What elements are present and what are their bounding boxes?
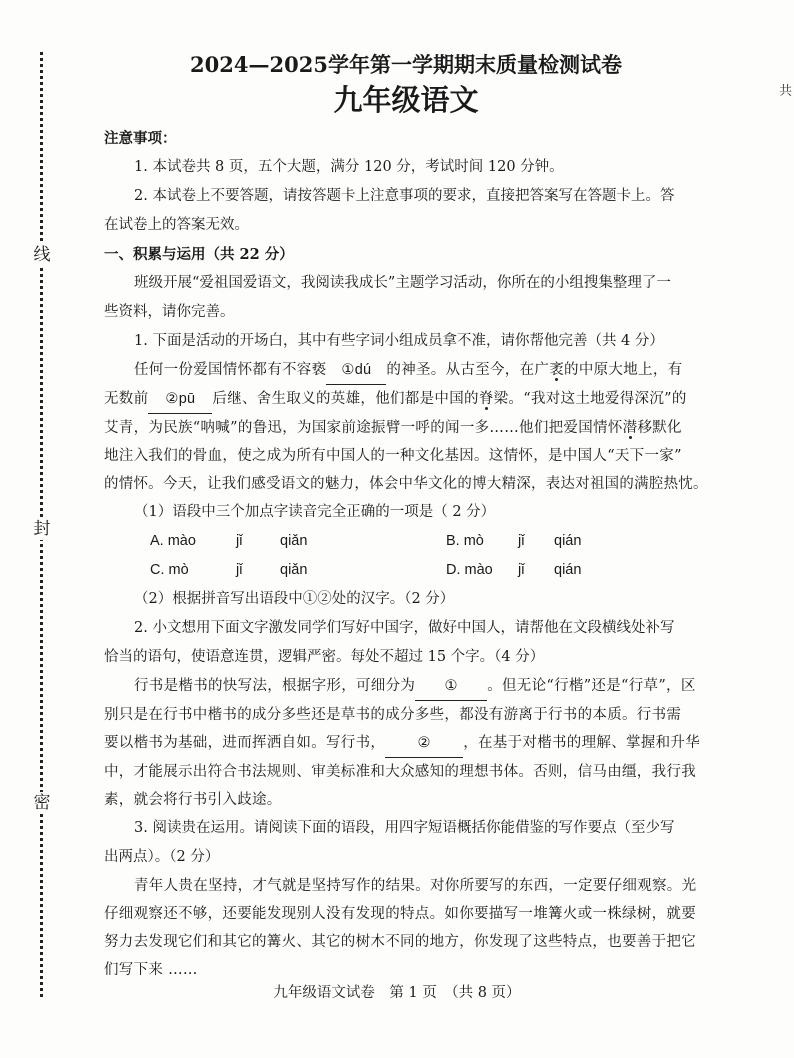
notice-item-2-line-2: 在试卷上的答案无效。 xyxy=(104,217,249,233)
question-1-sub-1: （1）语段中三个加点字读音完全正确的一项是（ 2 分） xyxy=(134,504,496,520)
cut-off-corner-text: 共 xyxy=(778,84,792,99)
question-2-passage-line-4: 中，才能展示出符合书法规则、审美标准和大众感知的理想书体。否则，信马由缰，我行我 xyxy=(104,764,696,780)
question-3-passage-line-3: 努力去发现它们和其它的篝火、其它的树木不同的地方，你发现了这些特点，也要善于把它 xyxy=(104,934,696,950)
binding-mark-feng: 封 xyxy=(30,518,54,540)
question-2-passage-line-5: 素，就会将行书引入歧途。 xyxy=(104,792,282,808)
question-1-passage-line-5: 的情怀。今天，让我们感受语文的魅力，体会中华文化的博大精深，表达对祖国的满腔热忱。 xyxy=(104,476,708,492)
question-3-passage-line-2: 仔细观察还不够，还要能发现别人没有发现的特点。如你要描写一堆篝火或一株绿树，就要 xyxy=(104,906,696,922)
question-3-passage-line-1: 青年人贵在坚持，才气就是坚持写作的结果。对你所要写的东西，一定要仔细观察。光 xyxy=(134,878,697,894)
section-1-heading: 一、积累与运用（共 22 分） xyxy=(104,246,294,263)
question-1-passage-line-3: 艾青，为民族“呐喊”的鲁迅，为国家前途振臂一呼的闻一多……他们把爱国情怀潜移默化 xyxy=(104,420,682,436)
question-1-passage-line-1: 任何一份爱国情怀都有不容亵 ①dú 的神圣。从古至今，在广袤的中原大地上，有 xyxy=(104,356,708,385)
dotted-char-qian: 潜 xyxy=(622,420,638,436)
binding-mark-xian: 线 xyxy=(30,244,54,266)
question-3-stem-line-2: 出两点）。（2 分） xyxy=(104,849,220,865)
dotted-char-mao: 袤 xyxy=(549,362,565,378)
exam-title: 2024—2025学年第一学期期末质量检测试卷 xyxy=(190,52,622,77)
question-2-passage-line-2: 别只是在行书中楷书的成分多些还是草书的成分多些，都没有游离于行书的本质。行书需 xyxy=(104,707,682,723)
options-row-1: A. mào jǐ qiǎn B. mò jǐ qián xyxy=(150,533,582,549)
question-1-stem: 1. 下面是活动的开场白，其中有些字词小组成员拿不准，请你帮他完善（共 4 分） xyxy=(134,333,664,349)
question-1-sub-2: （2）根据拼音写出语段中①②处的汉字。（2 分） xyxy=(134,591,455,607)
question-3-passage-line-4: 们写下来 …… xyxy=(104,962,198,978)
page-footer: 九年级语文试卷 第 1 页 （共 8 页） xyxy=(273,985,521,1001)
options-row-2: C. mò jǐ qiǎn D. mào jǐ qián xyxy=(150,562,582,578)
exam-subject: 九年级语文 xyxy=(333,83,479,117)
question-2-stem-line-1: 2. 小文想用下面文字激发同学们写好中国字，做好中国人，请帮他在文段横线处补写 xyxy=(134,620,675,636)
fill-blank-2[interactable]: ② xyxy=(385,729,463,758)
question-3-stem-line-1: 3. 阅读贵在运用。请阅读下面的语段，用四字短语概括你能借鉴的写作要点（至少写 xyxy=(134,820,675,836)
question-1-passage-line-2: 无数前 ②pū 后继、舍生取义的英雄，他们都是中国的脊梁。“我对这土地爱得深沉”的 xyxy=(104,385,708,414)
question-2-passage-line-1: 行书是楷书的快写法，根据字形，可细分为 ① 。但无论“行楷”还是“行草”，区 xyxy=(104,672,708,701)
question-1-passage-line-4: 地注入我们的骨血，使之成为所有中国人的一种文化基因。这情怀，是中国人“天下一家” xyxy=(104,448,682,464)
notice-heading: 注意事项： xyxy=(104,130,177,147)
question-2-stem-line-2: 恰当的语句，使语意连贯，逻辑严密。每处不超过 15 个字。（4 分） xyxy=(104,649,545,665)
section-1-intro-line-1: 班级开展“爱祖国爱语文，我阅读我成长”主题学习活动，你所在的小组搜集整理了一 xyxy=(134,275,671,291)
binding-mark-mi: 密 xyxy=(30,792,54,814)
notice-item-1: 1. 本试卷共 8 页，五个大题，满分 120 分，考试时间 120 分钟。 xyxy=(134,159,564,175)
fill-blank-1[interactable]: ① xyxy=(415,672,487,701)
section-1-intro-line-2: 些资料，请你完善。 xyxy=(104,304,235,320)
question-2-passage-line-3: 要以楷书为基础，进而挥洒自如。写行书， ② ，在基于对楷书的理解、掌握和升华 xyxy=(104,729,708,758)
blank-1-du[interactable]: ①dú xyxy=(326,356,386,385)
blank-2-pu[interactable]: ②pū xyxy=(148,385,212,414)
exam-page xyxy=(104,52,708,984)
notice-item-2-line-1: 2. 本试卷上不要答题，请按答题卡上注意事项的要求，直接把答案写在答题卡上。答 xyxy=(134,188,675,204)
dotted-char-ji: 脊 xyxy=(478,391,494,407)
